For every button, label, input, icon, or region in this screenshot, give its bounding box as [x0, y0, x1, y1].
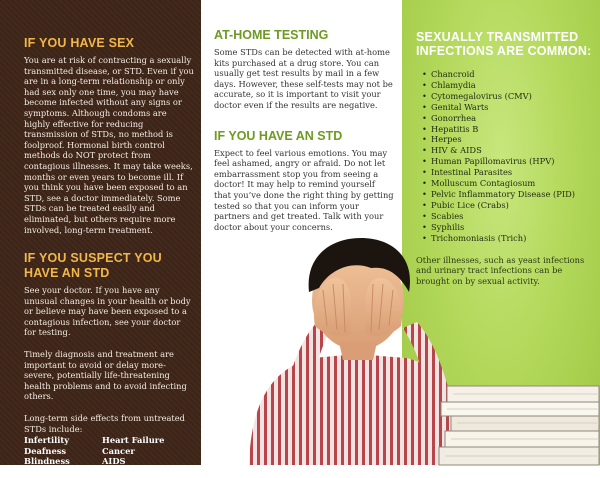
sti-item: • Hepatitis B — [416, 124, 594, 135]
middle-content — [214, 28, 394, 232]
sti-list — [416, 69, 594, 244]
heading-if-you-suspect: IF YOU SUSPECT YOU HAVE AN STD — [24, 251, 162, 281]
side-effect-item: Deafness — [24, 445, 67, 456]
heading-at-home-testing: AT-HOME TESTING — [214, 28, 329, 42]
photo-stressed-man — [201, 230, 600, 465]
paragraph-side-effects-intro: Long-term side effects from untreated STDs include: — [24, 413, 185, 434]
sti-item: • Chancroid — [416, 69, 594, 80]
sti-item: • Syphilis — [416, 222, 594, 233]
side-effects-list — [24, 435, 194, 477]
sti-item: • HIV & AIDS — [416, 145, 594, 156]
side-effect-item: Blindness — [24, 456, 70, 467]
left-content — [24, 36, 194, 478]
paragraph-risk: You are at risk of contracting a sexually transmitted disease, or STD. Even if you are in a long-term relationship or only had sex only one time, you may have become infected without any signs or symptoms. Although condoms are highly effective for reducing transmission of STDs, no method is foolproof. Hormonal birth control methods do NOT protect from contagious illnesses. It may take weeks, months or even years to become ill. If you think you have been exposed to an STD, see a doctor immediately. Some STDs can be treated easily and eliminated, but others require more involved, long-term treatment. — [24, 55, 194, 235]
paragraph-at-home-testing: Some STDs can be detected with at-home kits purchased at a drug store. You can usually get test results by mail in a few days. However, these self-tests may not be accurate, so it is important to visit your doctor even if the results are negative. — [214, 47, 393, 110]
side-effect-item: Cancer — [102, 445, 135, 456]
sti-item: • Trichomoniasis (Trich) — [416, 233, 594, 244]
sti-item: • Human Papillomavirus (HPV) — [416, 156, 594, 167]
side-effect-item: Infertility — [24, 435, 70, 446]
sti-item: • Herpes — [416, 134, 594, 145]
sti-item: • Gonorrhea — [416, 113, 594, 124]
left-panel — [0, 0, 201, 477]
side-effect-item: AIDS — [102, 456, 126, 467]
sti-item: • Pubic Lice (Crabs) — [416, 200, 594, 211]
sti-item: • Scabies — [416, 211, 594, 222]
sti-item: • Pelvic Inflammatory Disease (PID) — [416, 189, 594, 200]
side-effect-item: Heart Failure — [102, 435, 165, 446]
heading-if-you-have-sex: IF YOU HAVE SEX — [24, 36, 135, 50]
heading-stis-common: SEXUALLY TRANSMITTED INFECTIONS ARE COMMON: — [416, 30, 592, 58]
sti-item: • Intestinal Parasites — [416, 167, 594, 178]
sti-item: • Chlamydia — [416, 80, 594, 91]
heading-if-you-have-an-std: IF YOU HAVE AN STD — [214, 128, 343, 143]
paragraph-timely-diagnosis: Timely diagnosis and treatment are important to avoid or delay more-severe, potentially life-threatening health problems and to avoid infecting others. — [24, 349, 187, 402]
book-stack — [439, 386, 599, 465]
paragraph-other-illnesses: Other illnesses, such as yeast infections and urinary tract infections can be brought on by sexual activity. — [416, 254, 585, 286]
paragraph-see-doctor: See your doctor. If you have any unusual changes in your health or body or believe may have been exposed to a contagious infection, see your doctor for testing. — [24, 285, 191, 338]
sti-item: • Genital Warts — [416, 102, 594, 113]
side-effect-item: Mental Illness — [24, 467, 91, 477]
sti-item: • Molluscum Contagiosum — [416, 178, 594, 189]
sti-item: • Cytomegalovirus (CMV) — [416, 91, 594, 102]
paragraph-emotions: Expect to feel various emotions. You may feel ashamed, angry or afraid. Do not let embarrassment stop you from seeing a doctor! It may help to remind yourself that you’ve done the right thing by getting tested so that you can inform your partners and get treated. Talk with your doctor about your concerns. — [214, 147, 394, 232]
